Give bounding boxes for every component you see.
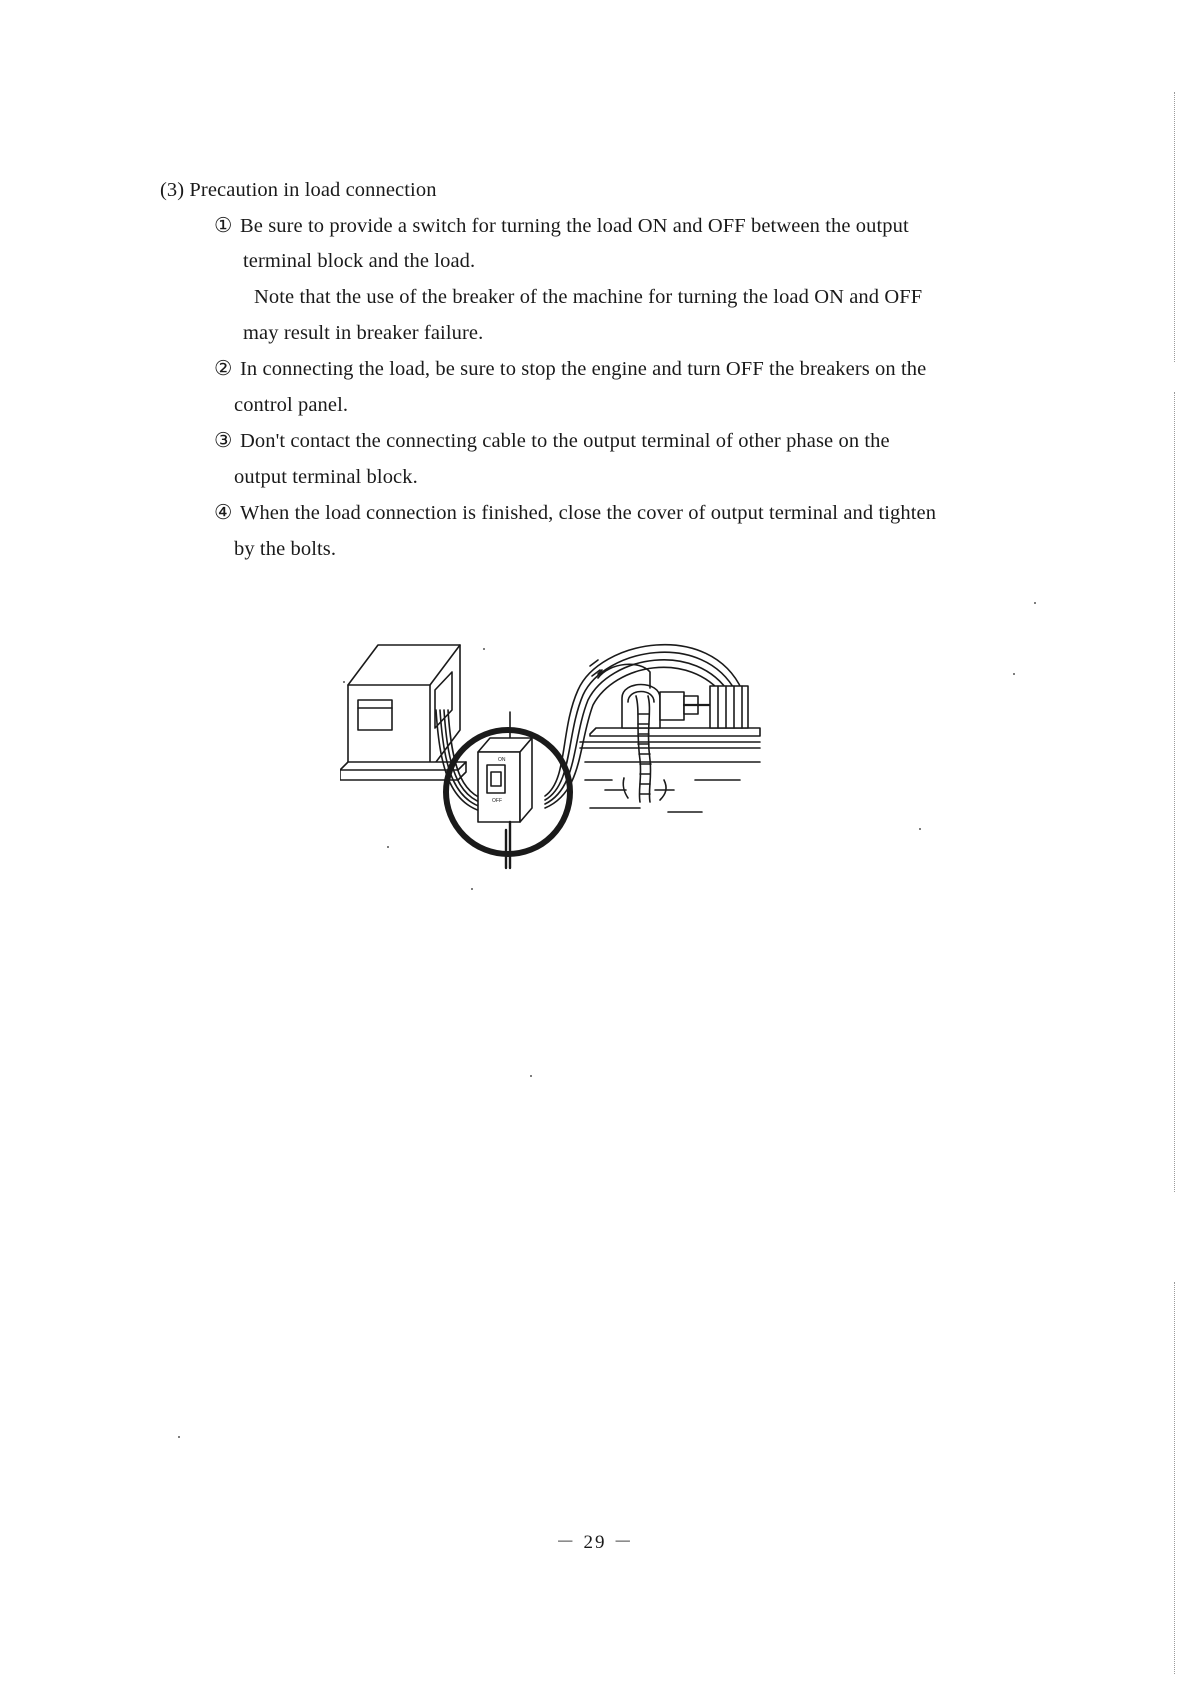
scan-speck — [1013, 673, 1015, 675]
item-3-text-1: Don't contact the connecting cable to the output terminal of other phase on the — [240, 430, 890, 452]
scan-edge-mark — [1174, 392, 1175, 1192]
scan-speck — [178, 1436, 180, 1438]
item-2-marker: ② — [214, 358, 233, 380]
item-1-line-2: terminal block and the load. — [243, 250, 476, 272]
item-3-line-1 — [214, 428, 890, 454]
scan-speck — [483, 648, 485, 650]
scan-speck — [919, 828, 921, 830]
section-heading: (3) Precaution in load connection — [160, 179, 437, 201]
scan-speck — [1034, 602, 1036, 604]
scan-edge-mark — [1174, 92, 1175, 362]
item-1-text-1: Be sure to provide a switch for turning the load ON and OFF between the output — [240, 215, 909, 237]
page-number: － 29 － — [555, 1532, 635, 1553]
item-2-line-2: control panel. — [234, 394, 349, 416]
scan-speck — [471, 888, 473, 890]
item-1-line-1 — [214, 213, 909, 239]
switch-off-label: OFF — [492, 798, 502, 804]
scan-edge-mark — [1174, 1282, 1175, 1674]
item-4-marker: ④ — [214, 502, 233, 524]
item-1-marker: ① — [214, 215, 233, 237]
item-3-marker: ③ — [214, 430, 233, 452]
item-4-line-2: by the bolts. — [234, 538, 337, 560]
item-4-text-1: When the load connection is finished, close the cover of output terminal and tighten — [240, 502, 937, 524]
load-connection-illustration — [340, 630, 820, 940]
item-1-note-1: Note that the use of the breaker of the machine for turning the load ON and OFF — [254, 286, 923, 308]
switch-on-label: ON — [498, 757, 506, 763]
item-3-line-2: output terminal block. — [234, 466, 418, 488]
item-1-note-2: may result in breaker failure. — [243, 322, 484, 344]
scan-speck — [387, 846, 389, 848]
scan-speck — [343, 681, 345, 683]
item-2-line-1 — [214, 356, 926, 382]
item-4-line-1 — [214, 500, 936, 526]
item-2-text-1: In connecting the load, be sure to stop the engine and turn OFF the breakers on the — [240, 358, 927, 380]
scan-speck — [530, 1075, 532, 1077]
water-illustration — [580, 742, 760, 812]
